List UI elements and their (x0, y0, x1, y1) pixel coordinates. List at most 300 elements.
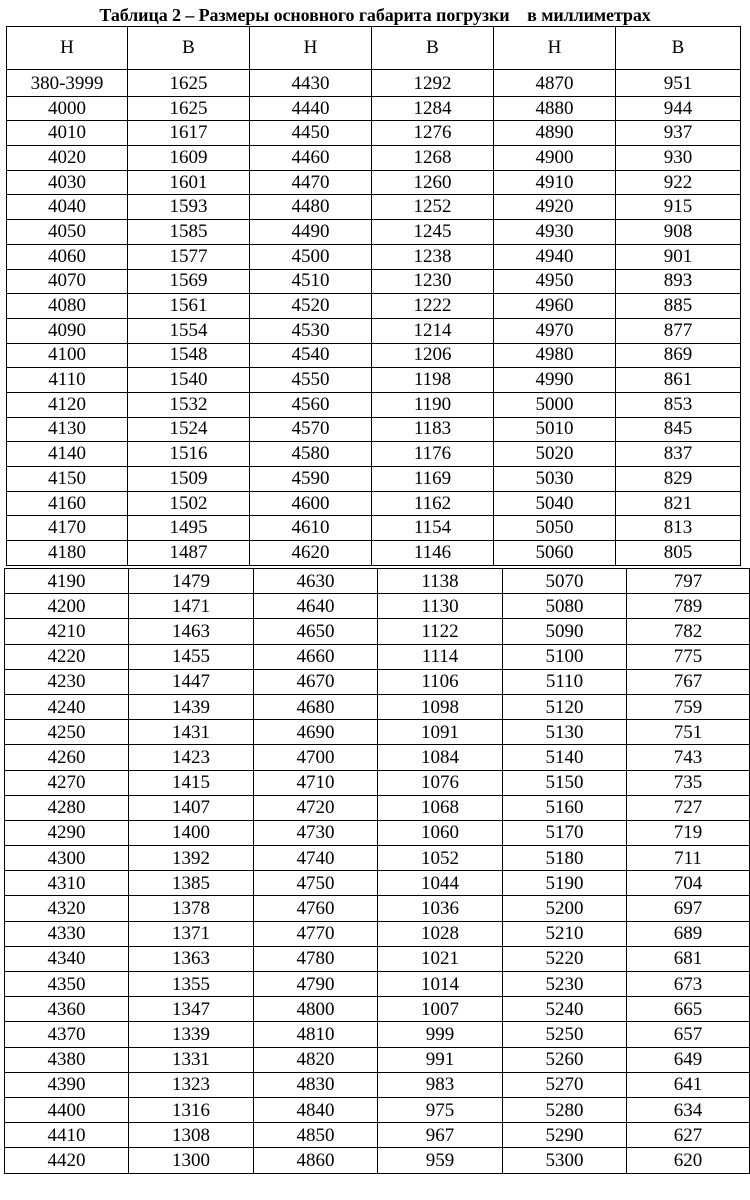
cell-b: 869 (616, 343, 741, 368)
cell-h: 5260 (503, 1047, 627, 1072)
cell-b: 1423 (129, 745, 254, 770)
cell-h: 4560 (250, 392, 372, 417)
cell-b: 1222 (372, 294, 494, 319)
table-row (7, 368, 741, 393)
cell-h: 4750 (254, 871, 378, 896)
cell-h: 5240 (503, 997, 627, 1022)
cell-b: 1230 (372, 269, 494, 294)
cell-h: 4310 (5, 871, 129, 896)
table-row (5, 972, 750, 997)
table-row (7, 96, 741, 121)
cell-h: 4540 (250, 343, 372, 368)
cell-h: 4120 (7, 392, 128, 417)
cell-h: 5010 (494, 417, 616, 442)
cell-b: 821 (616, 491, 741, 516)
cell-h: 5140 (503, 745, 627, 770)
cell-h: 5030 (494, 467, 616, 492)
cell-b: 782 (627, 619, 750, 644)
cell-h: 5110 (503, 669, 627, 694)
cell-b: 1198 (372, 368, 494, 393)
cell-h: 4530 (250, 318, 372, 343)
cell-h: 4160 (7, 491, 128, 516)
table-row (5, 921, 750, 946)
cell-b: 1548 (128, 343, 250, 368)
cell-h: 4690 (254, 720, 378, 745)
cell-h: 5160 (503, 795, 627, 820)
cell-b: 1238 (372, 244, 494, 269)
cell-b: 837 (616, 442, 741, 467)
cell-h: 4480 (250, 195, 372, 220)
cell-b: 1076 (378, 770, 503, 795)
cell-h: 4460 (250, 146, 372, 171)
cell-h: 4030 (7, 170, 128, 195)
cell-b: 665 (627, 997, 750, 1022)
cell-b: 1479 (129, 569, 254, 594)
table-row (5, 946, 750, 971)
cell-b: 959 (378, 1148, 503, 1173)
cell-h: 5020 (494, 442, 616, 467)
cell-h: 4200 (5, 594, 129, 619)
cell-b: 1206 (372, 343, 494, 368)
table-row (7, 220, 741, 245)
cell-b: 1554 (128, 318, 250, 343)
cell-h: 4240 (5, 694, 129, 719)
cell-b: 1385 (129, 871, 254, 896)
cell-b: 1068 (378, 795, 503, 820)
table-row (7, 195, 741, 220)
cell-b: 775 (627, 644, 750, 669)
cell-b: 620 (627, 1148, 750, 1173)
cell-h: 4700 (254, 745, 378, 770)
cell-b: 1509 (128, 467, 250, 492)
cell-b: 1214 (372, 318, 494, 343)
table-row (5, 1123, 750, 1148)
cell-h: 4570 (250, 417, 372, 442)
cell-b: 797 (627, 569, 750, 594)
cell-b: 719 (627, 820, 750, 845)
table-row (7, 318, 741, 343)
cell-b: 1532 (128, 392, 250, 417)
cell-h: 5250 (503, 1022, 627, 1047)
table-row (5, 1022, 750, 1047)
cell-b: 1122 (378, 619, 503, 644)
cell-b: 1524 (128, 417, 250, 442)
cell-b: 915 (616, 195, 741, 220)
cell-b: 727 (627, 795, 750, 820)
cell-h: 4000 (7, 96, 128, 121)
cell-h: 5000 (494, 392, 616, 417)
cell-h: 4870 (494, 70, 616, 97)
cell-b: 1130 (378, 594, 503, 619)
cell-h: 4090 (7, 318, 128, 343)
cell-h: 5210 (503, 921, 627, 946)
cell-b: 1106 (378, 669, 503, 694)
cell-h: 4650 (254, 619, 378, 644)
cell-b: 673 (627, 972, 750, 997)
cell-b: 1400 (129, 820, 254, 845)
table-row (5, 669, 750, 694)
cell-b: 983 (378, 1072, 503, 1097)
cell-b: 975 (378, 1097, 503, 1122)
cell-b: 1245 (372, 220, 494, 245)
cell-b: 1154 (372, 516, 494, 541)
cell-h: 4940 (494, 244, 616, 269)
cell-h: 5180 (503, 846, 627, 871)
table-row (7, 294, 741, 319)
table-row (7, 491, 741, 516)
cell-b: 1183 (372, 417, 494, 442)
cell-b: 1260 (372, 170, 494, 195)
cell-h: 4300 (5, 846, 129, 871)
cell-h: 5130 (503, 720, 627, 745)
table-row (7, 516, 741, 541)
cell-b: 877 (616, 318, 741, 343)
cell-b: 1378 (129, 896, 254, 921)
cell-h: 5040 (494, 491, 616, 516)
cell-h: 5280 (503, 1097, 627, 1122)
cell-h: 5080 (503, 594, 627, 619)
table-row (5, 871, 750, 896)
cell-b: 1007 (378, 997, 503, 1022)
cell-b: 1308 (129, 1123, 254, 1148)
cell-b: 1347 (129, 997, 254, 1022)
cell-h: 5090 (503, 619, 627, 644)
table-row (5, 594, 750, 619)
cell-h: 4910 (494, 170, 616, 195)
cell-h: 4080 (7, 294, 128, 319)
cell-h: 4510 (250, 269, 372, 294)
cell-h: 4450 (250, 121, 372, 146)
cell-h: 4040 (7, 195, 128, 220)
cell-b: 861 (616, 368, 741, 393)
cell-h: 4360 (5, 997, 129, 1022)
cell-b: 893 (616, 269, 741, 294)
cell-h: 5230 (503, 972, 627, 997)
cell-b: 711 (627, 846, 750, 871)
cell-h: 4100 (7, 343, 128, 368)
cell-h: 5190 (503, 871, 627, 896)
cell-b: 1021 (378, 946, 503, 971)
cell-b: 751 (627, 720, 750, 745)
cell-h: 4760 (254, 896, 378, 921)
cell-b: 1609 (128, 146, 250, 171)
table-row (5, 997, 750, 1022)
cell-b: 1455 (129, 644, 254, 669)
cell-b: 1268 (372, 146, 494, 171)
cell-h: 4950 (494, 269, 616, 294)
cell-h: 4130 (7, 417, 128, 442)
cell-h: 4520 (250, 294, 372, 319)
table-header-row (7, 27, 741, 70)
cell-h: 380-3999 (7, 70, 128, 97)
cell-b: 967 (378, 1123, 503, 1148)
cell-h: 4260 (5, 745, 129, 770)
cell-h: 4980 (494, 343, 616, 368)
header-b-1: В (128, 27, 250, 70)
cell-b: 1339 (129, 1022, 254, 1047)
cell-b: 1516 (128, 442, 250, 467)
cell-b: 767 (627, 669, 750, 694)
cell-b: 930 (616, 146, 741, 171)
cell-b: 1431 (129, 720, 254, 745)
table-row (5, 619, 750, 644)
table-row (5, 770, 750, 795)
cell-h: 5290 (503, 1123, 627, 1148)
header-b-2: В (372, 27, 494, 70)
cell-b: 1052 (378, 846, 503, 871)
cell-h: 4790 (254, 972, 378, 997)
table-row (7, 70, 741, 97)
cell-h: 4150 (7, 467, 128, 492)
table-row (5, 820, 750, 845)
cell-b: 627 (627, 1123, 750, 1148)
cell-b: 999 (378, 1022, 503, 1047)
cell-h: 4590 (250, 467, 372, 492)
cell-b: 1316 (129, 1097, 254, 1122)
cell-b: 743 (627, 745, 750, 770)
cell-b: 1060 (378, 820, 503, 845)
table-row (5, 1148, 750, 1173)
table-row (7, 392, 741, 417)
header-h-2: Н (250, 27, 372, 70)
cell-h: 5050 (494, 516, 616, 541)
table-row (5, 896, 750, 921)
cell-b: 1502 (128, 491, 250, 516)
cell-h: 5300 (503, 1148, 627, 1173)
cell-h: 4400 (5, 1097, 129, 1122)
cell-b: 1114 (378, 644, 503, 669)
cell-b: 1252 (372, 195, 494, 220)
cell-b: 1463 (129, 619, 254, 644)
cell-h: 4930 (494, 220, 616, 245)
cell-b: 991 (378, 1047, 503, 1072)
cell-h: 4060 (7, 244, 128, 269)
table-row (7, 146, 741, 171)
cell-h: 4020 (7, 146, 128, 171)
cell-b: 759 (627, 694, 750, 719)
cell-b: 1617 (128, 121, 250, 146)
cell-b: 1169 (372, 467, 494, 492)
cell-b: 1355 (129, 972, 254, 997)
cell-h: 4660 (254, 644, 378, 669)
cell-h: 4290 (5, 820, 129, 845)
cell-h: 4600 (250, 491, 372, 516)
cell-b: 641 (627, 1072, 750, 1097)
cell-b: 697 (627, 896, 750, 921)
cell-b: 1585 (128, 220, 250, 245)
cell-b: 789 (627, 594, 750, 619)
table-row (5, 1097, 750, 1122)
cell-b: 1276 (372, 121, 494, 146)
table-row (7, 170, 741, 195)
cell-h: 5170 (503, 820, 627, 845)
cell-b: 908 (616, 220, 741, 245)
cell-h: 4720 (254, 795, 378, 820)
cell-h: 4670 (254, 669, 378, 694)
cell-b: 885 (616, 294, 741, 319)
caption-unit: в миллиметрах (527, 5, 651, 25)
table-row (5, 569, 750, 594)
cell-b: 1044 (378, 871, 503, 896)
cell-b: 1407 (129, 795, 254, 820)
cell-h: 4810 (254, 1022, 378, 1047)
cell-h: 5220 (503, 946, 627, 971)
table-row (7, 467, 741, 492)
cell-b: 634 (627, 1097, 750, 1122)
cell-b: 937 (616, 121, 741, 146)
cell-b: 1439 (129, 694, 254, 719)
cell-h: 4640 (254, 594, 378, 619)
cell-b: 845 (616, 417, 741, 442)
cell-h: 4860 (254, 1148, 378, 1173)
cell-h: 4340 (5, 946, 129, 971)
cell-h: 4140 (7, 442, 128, 467)
cell-b: 1284 (372, 96, 494, 121)
cell-b: 657 (627, 1022, 750, 1047)
cell-b: 1601 (128, 170, 250, 195)
cell-h: 4440 (250, 96, 372, 121)
cell-b: 1300 (129, 1148, 254, 1173)
cell-h: 4970 (494, 318, 616, 343)
cell-h: 4830 (254, 1072, 378, 1097)
cell-h: 4850 (254, 1123, 378, 1148)
cell-h: 4960 (494, 294, 616, 319)
cell-b: 1471 (129, 594, 254, 619)
cell-b: 1487 (128, 541, 250, 566)
cell-b: 1146 (372, 541, 494, 566)
cell-h: 5150 (503, 770, 627, 795)
cell-h: 4110 (7, 368, 128, 393)
cell-b: 681 (627, 946, 750, 971)
cell-b: 689 (627, 921, 750, 946)
cell-b: 1028 (378, 921, 503, 946)
table-row (7, 121, 741, 146)
cell-h: 4320 (5, 896, 129, 921)
cell-b: 1176 (372, 442, 494, 467)
cell-h: 4430 (250, 70, 372, 97)
cell-h: 5100 (503, 644, 627, 669)
cell-h: 5270 (503, 1072, 627, 1097)
cell-h: 4380 (5, 1047, 129, 1072)
cell-h: 4990 (494, 368, 616, 393)
cell-h: 4900 (494, 146, 616, 171)
cell-h: 4010 (7, 121, 128, 146)
cell-h: 4070 (7, 269, 128, 294)
cell-h: 4710 (254, 770, 378, 795)
cell-h: 4920 (494, 195, 616, 220)
cell-b: 944 (616, 96, 741, 121)
gauge-table-part-2 (4, 568, 750, 1174)
cell-b: 1392 (129, 846, 254, 871)
cell-h: 4220 (5, 644, 129, 669)
cell-b: 1625 (128, 70, 250, 97)
cell-b: 853 (616, 392, 741, 417)
table-row (5, 694, 750, 719)
cell-h: 4630 (254, 569, 378, 594)
cell-h: 4180 (7, 541, 128, 566)
table-row (5, 745, 750, 770)
cell-h: 4620 (250, 541, 372, 566)
cell-b: 1625 (128, 96, 250, 121)
cell-h: 4370 (5, 1022, 129, 1047)
cell-h: 4770 (254, 921, 378, 946)
cell-h: 4500 (250, 244, 372, 269)
cell-b: 813 (616, 516, 741, 541)
cell-h: 4840 (254, 1097, 378, 1122)
table-row (5, 846, 750, 871)
cell-h: 4800 (254, 997, 378, 1022)
table-row (5, 1047, 750, 1072)
cell-b: 1415 (129, 770, 254, 795)
cell-b: 922 (616, 170, 741, 195)
cell-b: 1447 (129, 669, 254, 694)
cell-b: 1098 (378, 694, 503, 719)
table-row (7, 244, 741, 269)
cell-b: 1495 (128, 516, 250, 541)
cell-b: 1331 (129, 1047, 254, 1072)
cell-h: 4210 (5, 619, 129, 644)
cell-b: 735 (627, 770, 750, 795)
table-row (7, 541, 741, 566)
table-row (5, 1072, 750, 1097)
table-row (5, 644, 750, 669)
cell-h: 4780 (254, 946, 378, 971)
header-h-3: Н (494, 27, 616, 70)
cell-b: 1091 (378, 720, 503, 745)
cell-h: 4190 (5, 569, 129, 594)
cell-b: 1371 (129, 921, 254, 946)
cell-b: 805 (616, 541, 741, 566)
cell-b: 1569 (128, 269, 250, 294)
cell-h: 4730 (254, 820, 378, 845)
header-h-1: Н (7, 27, 128, 70)
table-row (7, 343, 741, 368)
cell-h: 4820 (254, 1047, 378, 1072)
cell-b: 1363 (129, 946, 254, 971)
cell-b: 1014 (378, 972, 503, 997)
cell-h: 4410 (5, 1123, 129, 1148)
cell-b: 1292 (372, 70, 494, 97)
cell-h: 5070 (503, 569, 627, 594)
cell-b: 1036 (378, 896, 503, 921)
cell-h: 4390 (5, 1072, 129, 1097)
cell-b: 1190 (372, 392, 494, 417)
cell-h: 4550 (250, 368, 372, 393)
table-row (5, 795, 750, 820)
caption-title: Таблица 2 – Размеры основного габарита погрузки (99, 5, 510, 25)
table-row (7, 417, 741, 442)
cell-h: 4580 (250, 442, 372, 467)
cell-h: 4470 (250, 170, 372, 195)
cell-b: 1162 (372, 491, 494, 516)
cell-h: 4280 (5, 795, 129, 820)
cell-h: 4890 (494, 121, 616, 146)
cell-h: 4420 (5, 1148, 129, 1173)
gauge-table-part-1 (6, 26, 741, 566)
cell-b: 951 (616, 70, 741, 97)
cell-b: 829 (616, 467, 741, 492)
cell-h: 5200 (503, 896, 627, 921)
cell-h: 5120 (503, 694, 627, 719)
cell-b: 704 (627, 871, 750, 896)
table-row (7, 442, 741, 467)
cell-b: 1561 (128, 294, 250, 319)
cell-b: 649 (627, 1047, 750, 1072)
header-b-3: В (616, 27, 741, 70)
cell-b: 1138 (378, 569, 503, 594)
cell-h: 4170 (7, 516, 128, 541)
cell-h: 4680 (254, 694, 378, 719)
